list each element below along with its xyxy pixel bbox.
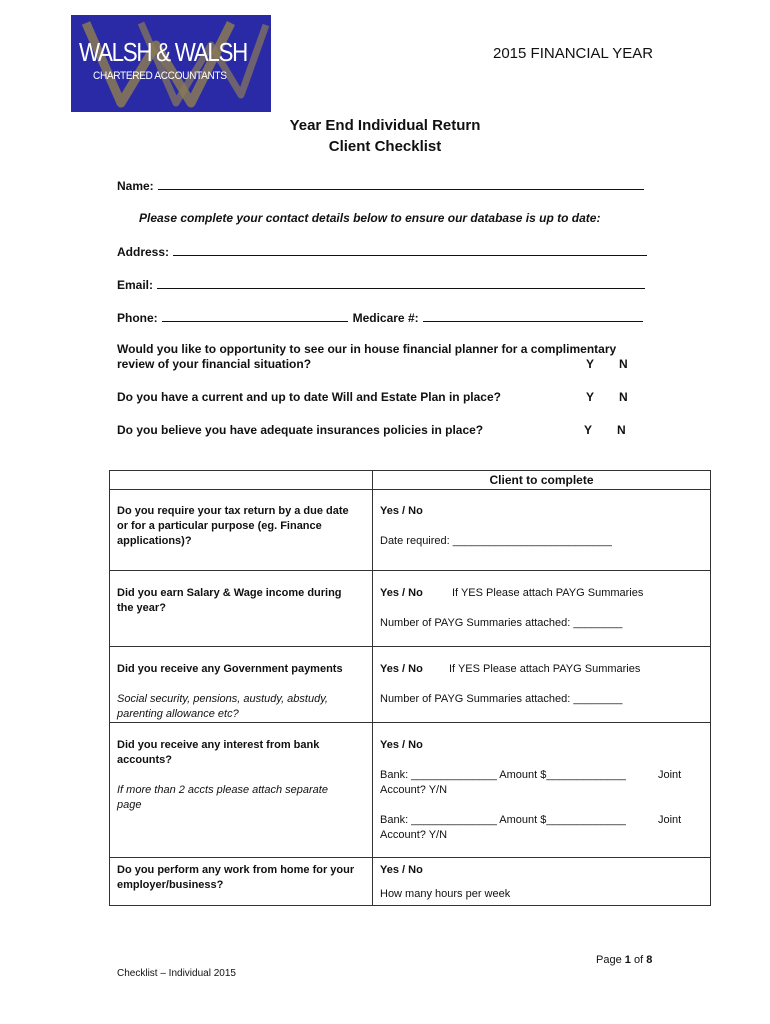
instruction-text: Please complete your contact details below to ensure our database is up to date:: [139, 211, 601, 225]
date-required-field[interactable]: Date required: __________________________: [380, 535, 612, 547]
government-payg-count-field[interactable]: Number of PAYG Summaries attached: ________: [380, 693, 623, 705]
hours-per-week-field[interactable]: How many hours per week: [380, 888, 511, 900]
phone-row: [117, 309, 643, 327]
interest-yes-no[interactable]: Yes / No: [380, 739, 423, 751]
will-no-option[interactable]: N: [619, 390, 628, 404]
client-checklist-table: [109, 470, 711, 906]
due-date-yes-no[interactable]: Yes / No: [380, 505, 423, 517]
government-sub-line1: Social security, pensions, austudy, abstudy,: [117, 693, 328, 705]
work-home-question-line1: Do you perform any work from home for your: [117, 864, 355, 876]
name-label: Name:: [117, 179, 154, 193]
salary-question-line1: Did you earn Salary & Wage income during: [117, 587, 342, 599]
name-field[interactable]: [158, 178, 644, 190]
government-question: Did you receive any Government payments: [117, 663, 343, 675]
salary-question-line2: the year?: [117, 602, 166, 614]
email-label: Email:: [117, 278, 154, 292]
bank1-field[interactable]: Bank: ______________ Amount $_____________: [380, 769, 626, 781]
bank2-field[interactable]: Bank: ______________ Amount $_____________: [380, 814, 626, 826]
company-logo: [71, 15, 271, 112]
planner-no-option[interactable]: N: [619, 357, 628, 371]
question-planner: Would you like to opportunity to see our in house financial planner for a complimentary: [117, 342, 617, 356]
address-label: Address:: [117, 245, 170, 259]
page-word: Page: [596, 954, 622, 966]
email-field[interactable]: [157, 277, 645, 289]
phone-field[interactable]: [162, 310, 348, 322]
salary-yes-no[interactable]: Yes / No: [380, 587, 423, 599]
due-date-question-line1: Do you require your tax return by a due date: [117, 505, 349, 517]
address-field[interactable]: [173, 244, 647, 256]
salary-payg-count-field[interactable]: Number of PAYG Summaries attached: ________: [380, 617, 623, 629]
table-header-right: Client to complete: [373, 471, 711, 490]
interest-sub-line2: page: [117, 799, 142, 811]
interest-question-line1: Did you receive any interest from bank: [117, 739, 320, 751]
question-planner-cont: review of your financial situation?: [117, 357, 312, 371]
government-sub-line2: parenting allowance etc?: [117, 708, 239, 720]
work-home-yes-no[interactable]: Yes / No: [380, 864, 423, 876]
government-note: If YES Please attach PAYG Summaries: [449, 663, 641, 675]
government-yes-no[interactable]: Yes / No: [380, 663, 423, 675]
name-row: [117, 177, 644, 195]
table-header-row: [110, 471, 711, 490]
work-home-question-line2: employer/business?: [117, 879, 224, 891]
page-title: Year End Individual Return: [289, 117, 481, 134]
insurance-yes-option[interactable]: Y: [584, 423, 593, 437]
footer-label: Checklist – Individual 2015: [117, 968, 236, 979]
due-date-question-line2: or for a particular purpose (eg. Finance: [117, 520, 322, 532]
account2-yn[interactable]: Account? Y/N: [380, 829, 448, 841]
table-row: [110, 647, 711, 723]
financial-year: 2015 FINANCIAL YEAR: [493, 45, 654, 62]
address-row: [117, 243, 647, 261]
page-number: [596, 954, 652, 966]
question-will: Do you have a current and up to date Will and Estate Plan in place?: [117, 390, 501, 404]
medicare-field[interactable]: [423, 310, 643, 322]
question-insurance: Do you believe you have adequate insurances policies in place?: [117, 423, 484, 437]
page-subtitle: Client Checklist: [328, 138, 442, 155]
joint1-label: Joint: [658, 769, 682, 781]
will-yes-option[interactable]: Y: [586, 390, 595, 404]
table-row: [110, 723, 711, 858]
joint2-label: Joint: [658, 814, 682, 826]
planner-yes-option[interactable]: Y: [586, 357, 595, 371]
logo-line2: CHARTERED ACCOUNTANTS: [93, 70, 227, 82]
medicare-label: Medicare #:: [352, 311, 419, 325]
insurance-no-option[interactable]: N: [617, 423, 626, 437]
logo-line1: WALSH & WALSH: [79, 37, 247, 67]
of-word: of: [633, 954, 644, 966]
page-total: 8: [646, 954, 653, 966]
table-header-left: [110, 471, 373, 490]
table-row: [110, 571, 711, 647]
salary-note: If YES Please attach PAYG Summaries: [452, 587, 644, 599]
interest-sub-line1: If more than 2 accts please attach separate: [117, 784, 328, 796]
due-date-question-line3: applications)?: [117, 535, 192, 547]
email-row: [117, 276, 645, 294]
table-row: [110, 490, 711, 571]
account1-yn[interactable]: Account? Y/N: [380, 784, 448, 796]
page-current: 1: [624, 954, 631, 966]
phone-label: Phone:: [117, 311, 158, 325]
interest-question-line2: accounts?: [117, 754, 173, 766]
table-row: [110, 858, 711, 906]
